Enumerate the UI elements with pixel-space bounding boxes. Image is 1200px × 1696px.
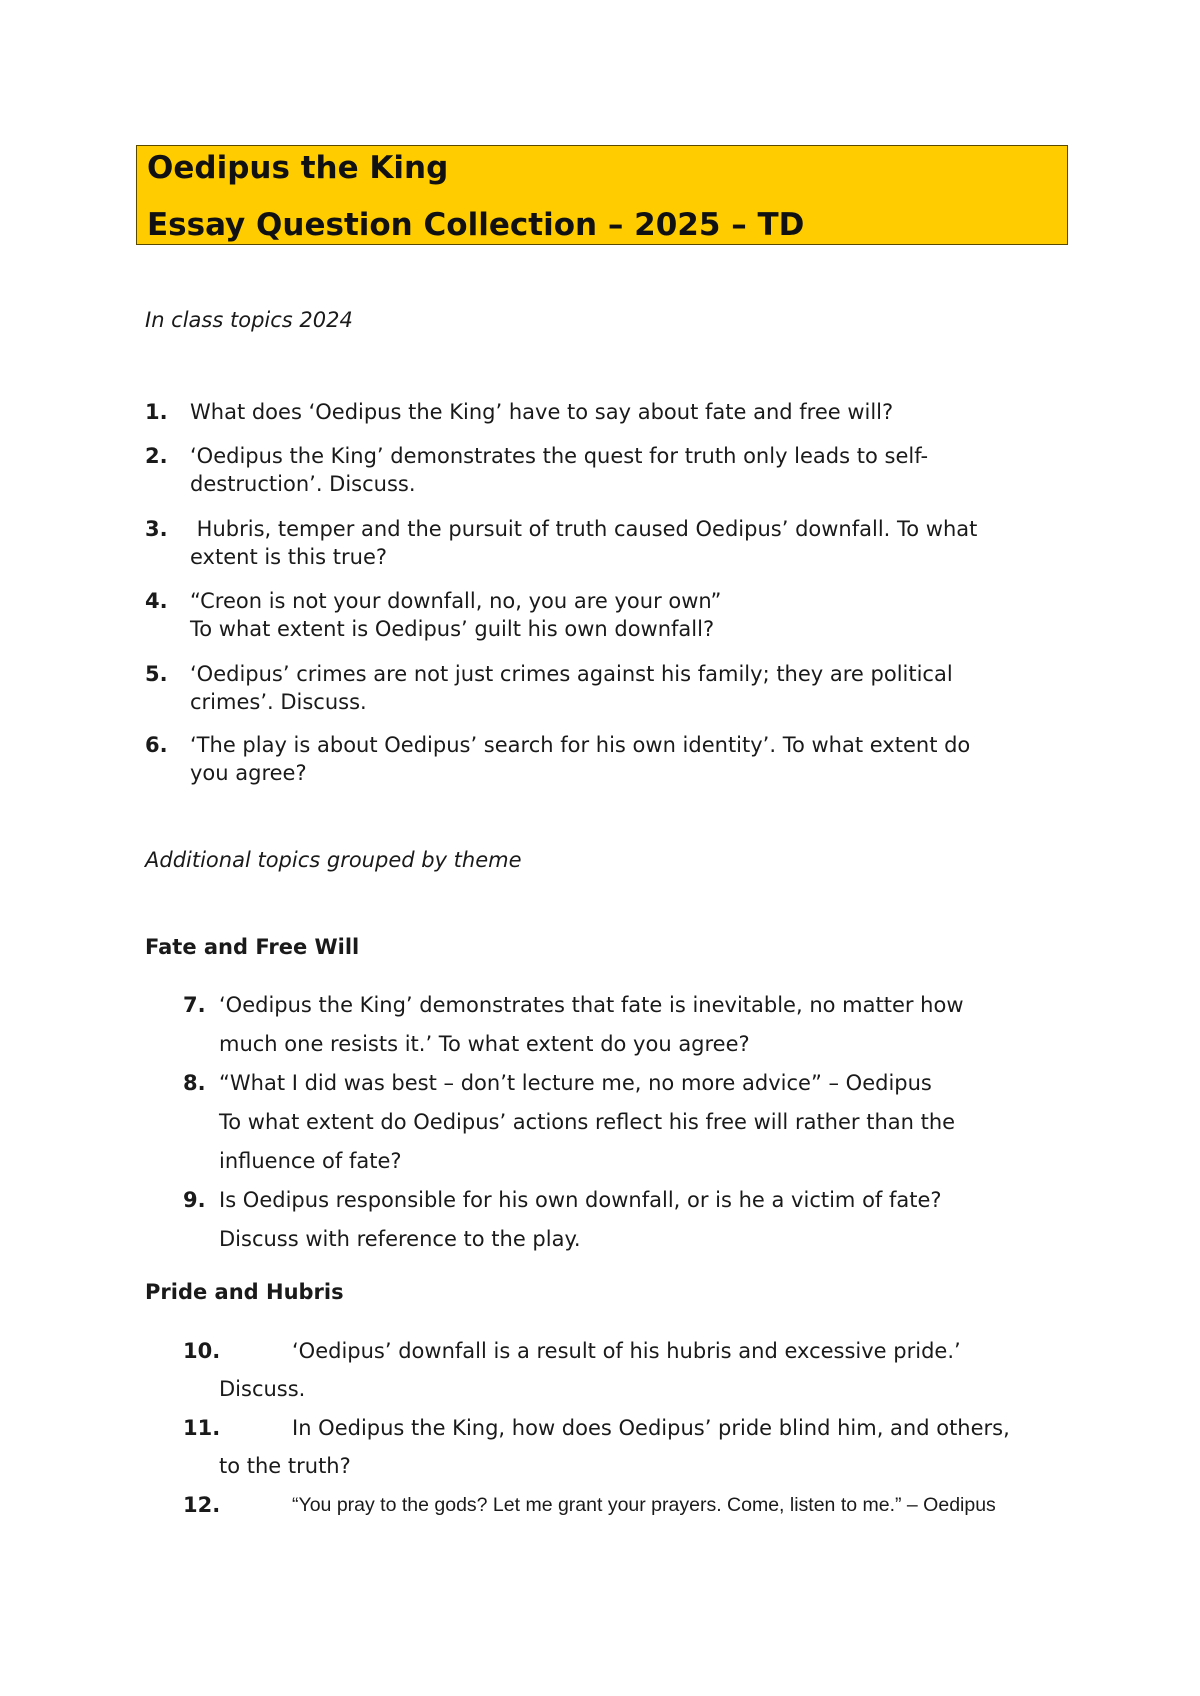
question-text: What does ‘Oedipus the King’ have to say about fate and free will? bbox=[190, 400, 894, 424]
question-number: 4. bbox=[145, 589, 168, 613]
question-number: 3. bbox=[145, 517, 168, 541]
question-number: 8. bbox=[183, 1071, 206, 1095]
question-text: Hubris, temper and the pursuit of truth caused Oedipus’ downfall. To what bbox=[190, 517, 978, 541]
title-box bbox=[136, 145, 1068, 245]
question-text: To what extent is Oedipus’ guilt his own downfall? bbox=[190, 617, 715, 641]
question-text: “What I did was best – don’t lecture me, no more advice” – Oedipus bbox=[219, 1071, 932, 1095]
theme-heading-pride: Pride and Hubris bbox=[145, 1280, 344, 1304]
question-text: ‘Oedipus’ downfall is a result of his hubris and excessive pride.’ bbox=[292, 1339, 961, 1363]
question-text: “Creon is not your downfall, no, you are your own” bbox=[190, 589, 722, 613]
question-text: crimes’. Discuss. bbox=[190, 690, 367, 714]
question-text: to the truth? bbox=[219, 1454, 351, 1478]
question-text: “You pray to the gods? Let me grant your prayers. Come, listen to me.” – Oedipus bbox=[292, 1494, 996, 1516]
question-number: 12. bbox=[183, 1493, 221, 1517]
theme-heading-fate: Fate and Free Will bbox=[145, 935, 360, 959]
question-number: 10. bbox=[183, 1339, 221, 1363]
question-text: Discuss with reference to the play. bbox=[219, 1227, 581, 1251]
section-heading-class: In class topics 2024 bbox=[145, 308, 353, 332]
question-text: ‘The play is about Oedipus’ search for his own identity’. To what extent do bbox=[190, 733, 971, 757]
question-text: ‘Oedipus the King’ demonstrates the quest for truth only leads to self- bbox=[190, 444, 929, 468]
question-text: To what extent do Oedipus’ actions reflect his free will rather than the bbox=[219, 1110, 956, 1134]
question-text: extent is this true? bbox=[190, 545, 388, 569]
question-number: 11. bbox=[183, 1416, 221, 1440]
section-heading-additional: Additional topics grouped by theme bbox=[145, 848, 522, 872]
question-text: influence of fate? bbox=[219, 1149, 402, 1173]
question-number: 5. bbox=[145, 662, 168, 686]
document-subtitle: Essay Question Collection – 2025 – TD bbox=[147, 207, 805, 243]
question-text: Discuss. bbox=[219, 1377, 306, 1401]
question-text: In Oedipus the King, how does Oedipus’ pride blind him, and others, bbox=[292, 1416, 1010, 1440]
question-number: 1. bbox=[145, 400, 168, 424]
question-text: destruction’. Discuss. bbox=[190, 472, 416, 496]
question-text: ‘Oedipus the King’ demonstrates that fate is inevitable, no matter how bbox=[219, 993, 964, 1017]
document-title: Oedipus the King bbox=[147, 150, 449, 186]
question-text: ‘Oedipus’ crimes are not just crimes against his family; they are political bbox=[190, 662, 953, 686]
question-number: 2. bbox=[145, 444, 168, 468]
question-number: 6. bbox=[145, 733, 168, 757]
question-number: 7. bbox=[183, 993, 206, 1017]
question-text: Is Oedipus responsible for his own downfall, or is he a victim of fate? bbox=[219, 1188, 942, 1212]
question-number: 9. bbox=[183, 1188, 206, 1212]
question-text: much one resists it.’ To what extent do you agree? bbox=[219, 1032, 750, 1056]
question-text: you agree? bbox=[190, 761, 307, 785]
